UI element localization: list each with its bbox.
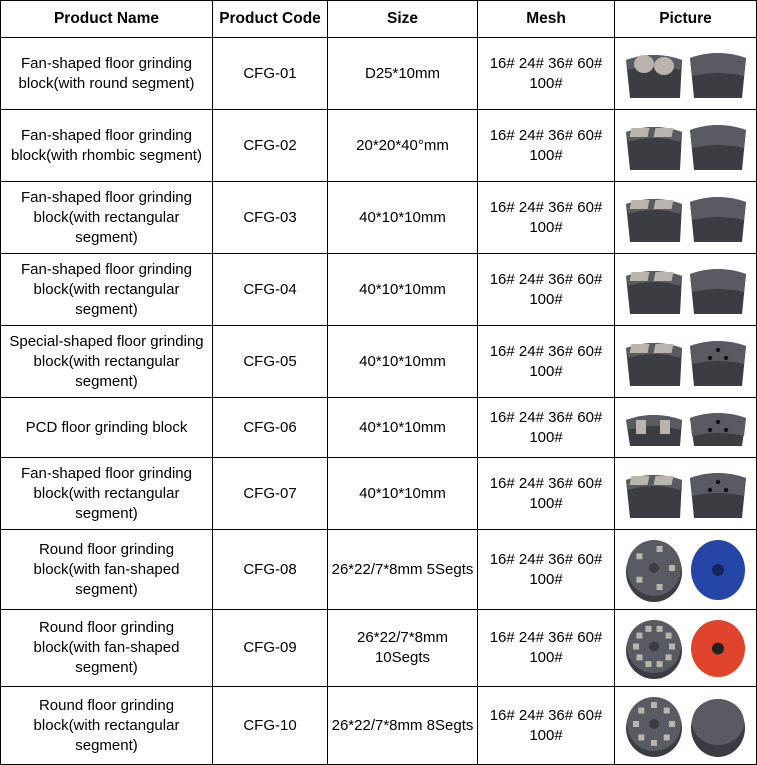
header-mesh: Mesh [478,1,615,38]
product-picture [622,464,750,524]
size-cell: 40*10*10mm [328,254,478,326]
size-cell: 20*20*40°mm [328,110,478,182]
product-picture [622,44,750,104]
picture-cell [615,398,757,458]
mesh-cell: 16# 24# 36# 60# 100# [478,458,615,530]
product-code-cell: CFG-06 [213,398,328,458]
product-code-cell: CFG-09 [213,610,328,687]
header-product-code: Product Code [213,1,328,38]
product-picture [622,536,750,604]
product-picture [622,693,750,759]
size-cell: 40*10*10mm [328,182,478,254]
product-name-cell: Fan-shaped floor grinding block(with rectangular segment) [1,458,213,530]
product-picture [622,616,750,681]
picture-cell [615,110,757,182]
product-picture [622,332,750,392]
table-row [1,610,757,687]
product-name-cell: Round floor grinding block(with fan-shaped segment) [1,610,213,687]
table-row [1,458,757,530]
header-picture: Picture [615,1,757,38]
product-code-cell: CFG-02 [213,110,328,182]
picture-cell [615,38,757,110]
product-name-cell: Fan-shaped floor grinding block(with rectangular segment) [1,182,213,254]
mesh-cell: 16# 24# 36# 60# 100# [478,398,615,458]
mesh-cell: 16# 24# 36# 60# 100# [478,610,615,687]
product-code-cell: CFG-08 [213,530,328,610]
mesh-cell: 16# 24# 36# 60# 100# [478,254,615,326]
size-cell: 26*22/7*8mm 8Segts [328,687,478,765]
table-row [1,110,757,182]
picture-cell [615,326,757,398]
product-name-cell: Fan-shaped floor grinding block(with round segment) [1,38,213,110]
product-picture [622,404,750,452]
size-cell: 40*10*10mm [328,458,478,530]
mesh-cell: 16# 24# 36# 60# 100# [478,530,615,610]
mesh-cell: 16# 24# 36# 60# 100# [478,110,615,182]
header-product-name: Product Name [1,1,213,38]
mesh-cell: 16# 24# 36# 60# 100# [478,687,615,765]
product-picture [622,116,750,176]
table-row [1,687,757,765]
product-name-cell: PCD floor grinding block [1,398,213,458]
product-name-cell: Fan-shaped floor grinding block(with rectangular segment) [1,254,213,326]
table-row [1,182,757,254]
product-name-cell: Round floor grinding block(with fan-shaped segment) [1,530,213,610]
picture-cell [615,530,757,610]
product-name-cell: Round floor grinding block(with rectangular segment) [1,687,213,765]
product-name-cell: Fan-shaped floor grinding block(with rhombic segment) [1,110,213,182]
mesh-cell: 16# 24# 36# 60# 100# [478,326,615,398]
product-picture [622,188,750,248]
product-code-cell: CFG-07 [213,458,328,530]
picture-cell [615,687,757,765]
product-code-cell: CFG-01 [213,38,328,110]
mesh-cell: 16# 24# 36# 60# 100# [478,182,615,254]
product-code-cell: CFG-03 [213,182,328,254]
size-cell: 26*22/7*8mm 10Segts [328,610,478,687]
product-code-cell: CFG-10 [213,687,328,765]
size-cell: 40*10*10mm [328,398,478,458]
product-code-cell: CFG-04 [213,254,328,326]
picture-cell [615,182,757,254]
picture-cell [615,458,757,530]
table-row [1,530,757,610]
table-row [1,38,757,110]
product-picture [622,260,750,320]
mesh-cell: 16# 24# 36# 60# 100# [478,38,615,110]
table-row [1,254,757,326]
table-row [1,326,757,398]
picture-cell [615,254,757,326]
product-code-cell: CFG-05 [213,326,328,398]
picture-cell [615,610,757,687]
header-size: Size [328,1,478,38]
size-cell: 40*10*10mm [328,326,478,398]
size-cell: D25*10mm [328,38,478,110]
product-name-cell: Special-shaped floor grinding block(with rectangular segment) [1,326,213,398]
header-row [1,1,757,38]
size-cell: 26*22/7*8mm 5Segts [328,530,478,610]
table-row [1,398,757,458]
